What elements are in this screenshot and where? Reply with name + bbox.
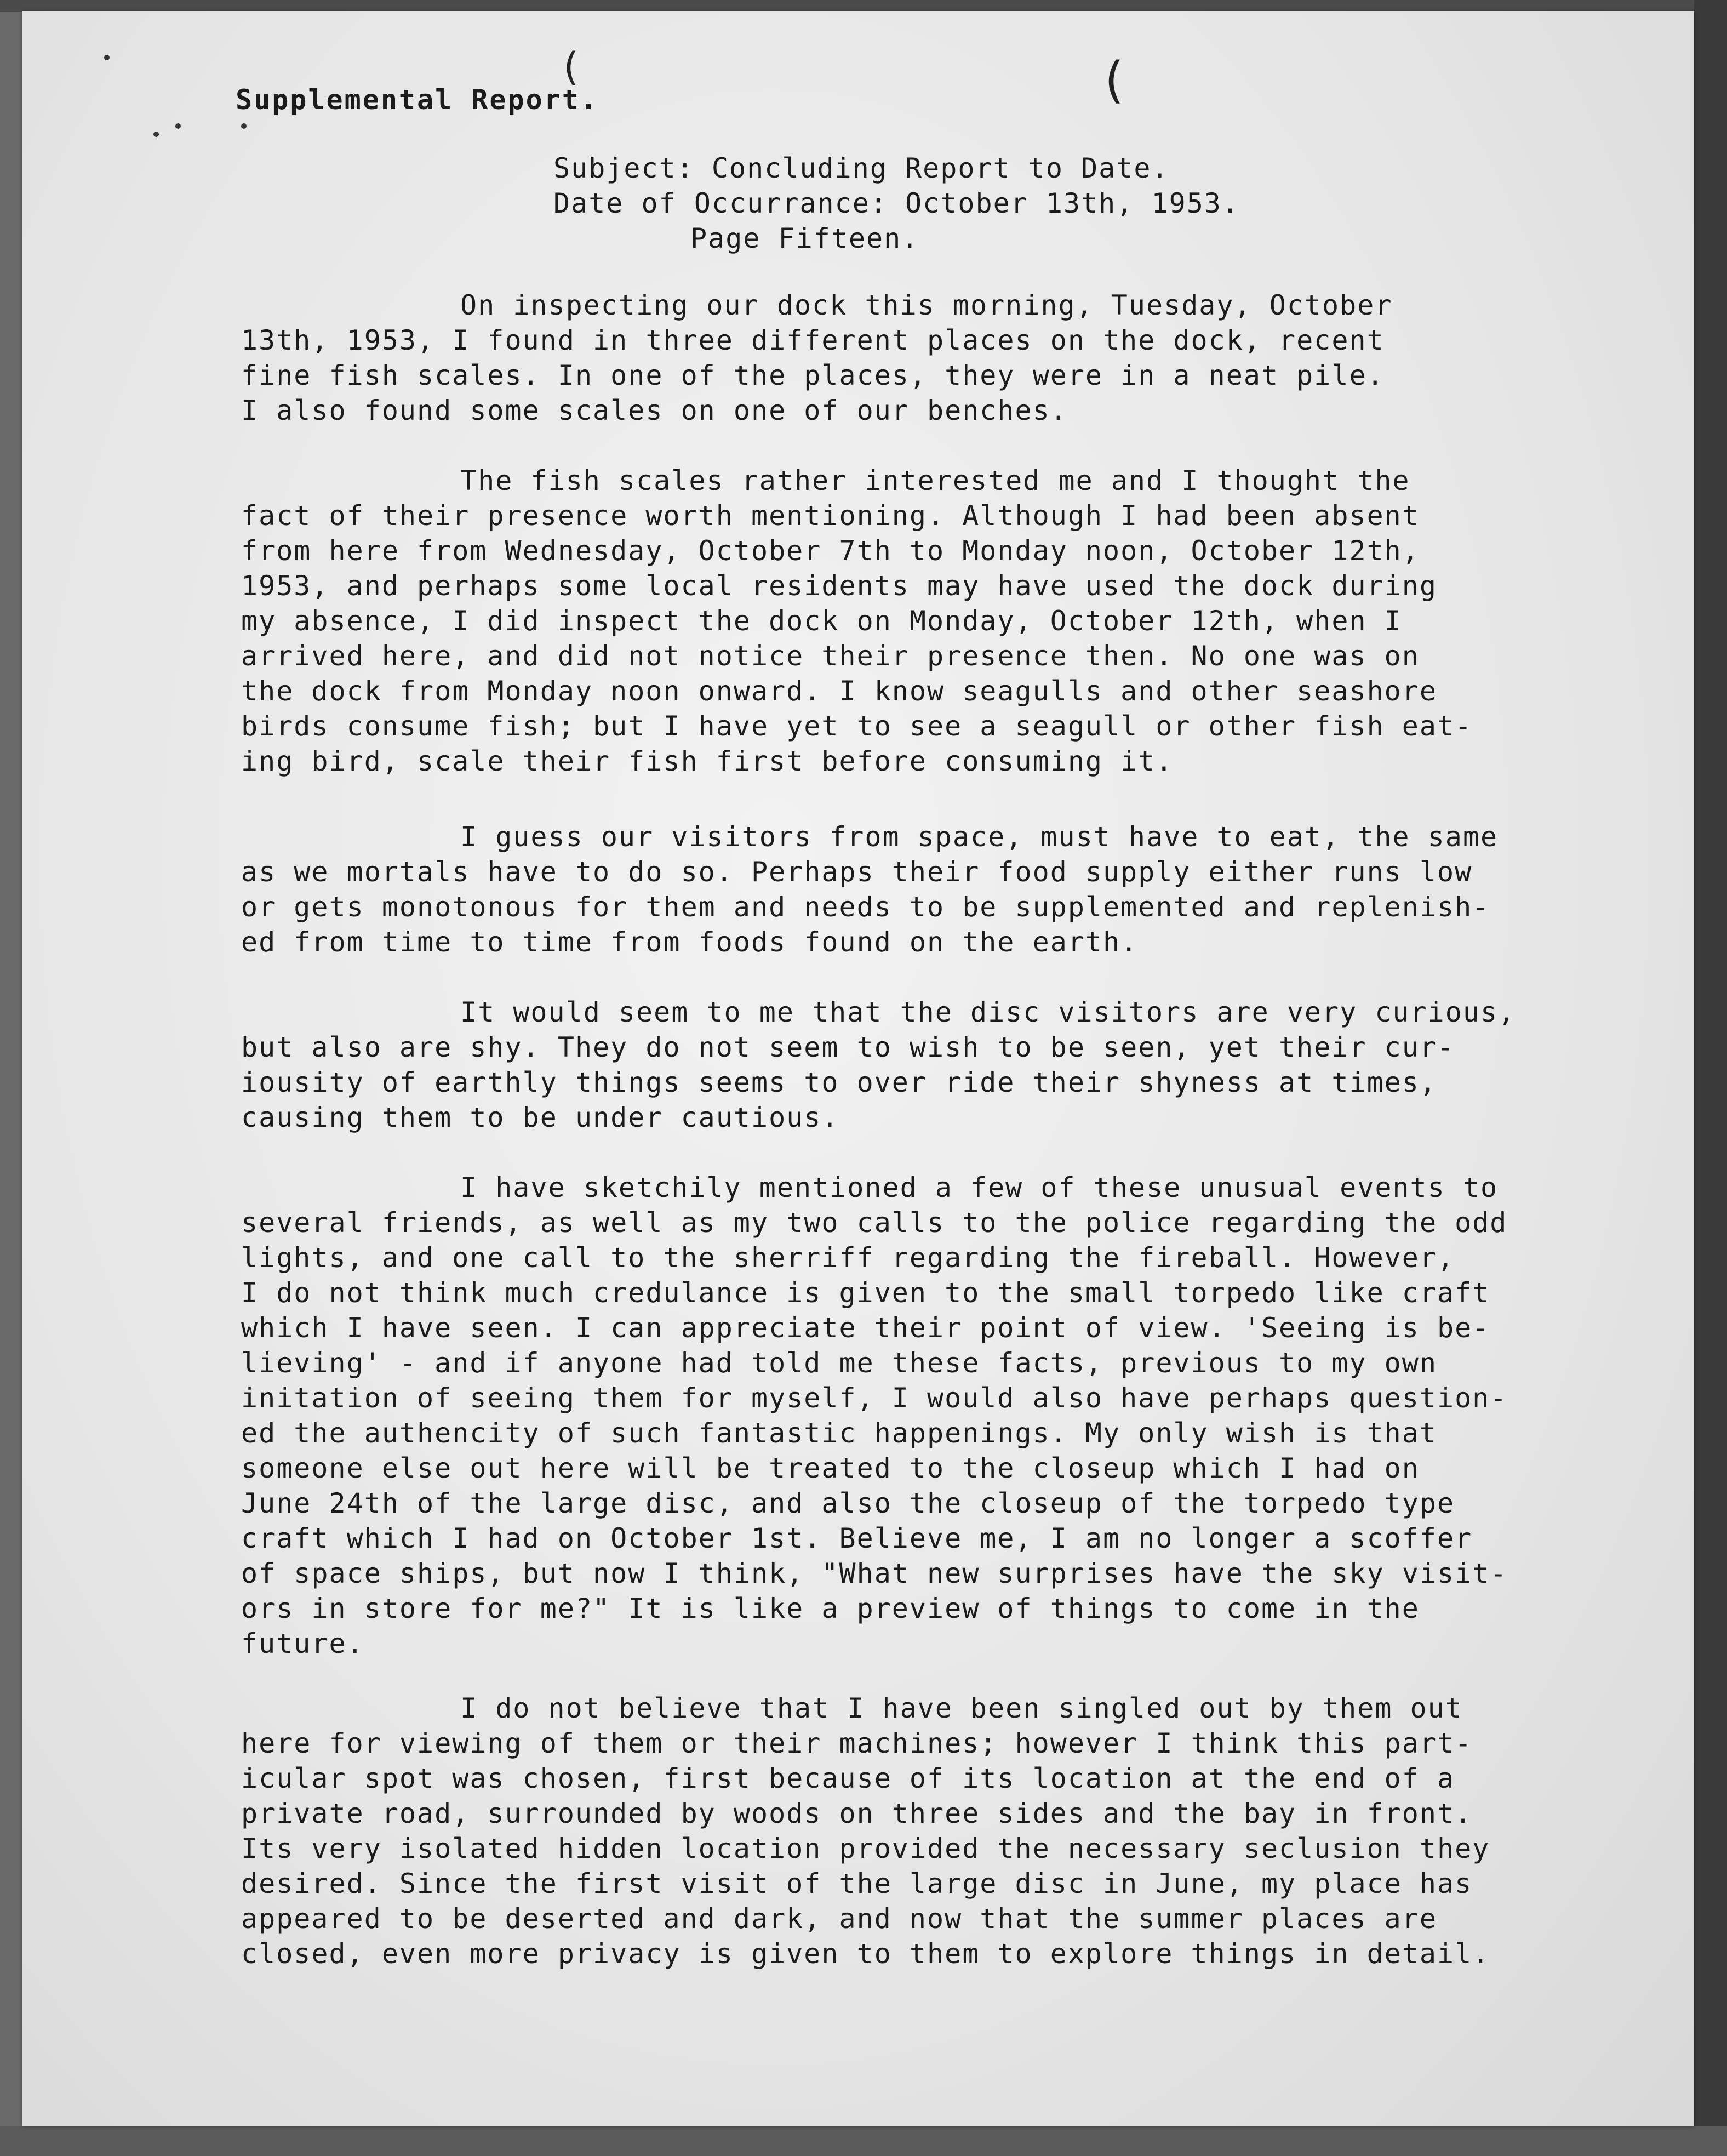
text-line: which I have seen. I can appreciate their point of view. 'Seeing is be- (241, 1312, 1490, 1344)
text-line: someone else out here will be treated to the closeup which I had on (241, 1452, 1420, 1484)
text-line: ors in store for me?" It is like a preview of things to come in the (241, 1593, 1420, 1624)
subject-line: Subject: Concluding Report to Date. (553, 152, 1169, 184)
paragraph-3 (241, 819, 1677, 960)
text-line: desired. Since the first visit of the large disc in June, my place has (241, 1868, 1473, 1900)
text-line: ed from time to time from foods found on the earth. (241, 926, 1139, 958)
text-line: ed the authencity of such fantastic happenings. My only wish is that (241, 1417, 1437, 1449)
text-line: I guess our visitors from space, must have to eat, the same (460, 821, 1499, 853)
text-line: I have sketchily mentioned a few of these unusual events to (460, 1172, 1499, 1204)
text-line: I do not believe that I have been singled out by them out (460, 1692, 1463, 1724)
page-line: Page Fifteen. (690, 223, 919, 254)
text-line: June 24th of the large disc, and also the closeup of the torpedo type (241, 1487, 1455, 1519)
date-line: Date of Occurrance: October 13th, 1953. (553, 187, 1239, 219)
text-line: closed, even more privacy is given to them to explore things in detail. (241, 1938, 1490, 1970)
scan-speck (104, 55, 110, 60)
text-line: craft which I had on October 1st. Believe me, I am no longer a scoffer (241, 1522, 1473, 1554)
text-line: my absence, I did inspect the dock on Monday, October 12th, when I (241, 605, 1402, 637)
text-line: lieving' - and if anyone had told me these facts, previous to my own (241, 1347, 1437, 1379)
text-line: icular spot was chosen, first because of its location at the end of a (241, 1763, 1455, 1794)
text-line: On inspecting our dock this morning, Tuesday, October (460, 289, 1393, 321)
text-line: iousity of earthly things seems to over ride their shyness at times, (241, 1066, 1437, 1098)
text-line: appeared to be deserted and dark, and now that the summer places are (241, 1903, 1437, 1935)
margin-mark-right: ( (1099, 52, 1130, 109)
report-title: Supplemental Report. (236, 84, 599, 116)
document-page (22, 11, 1694, 2126)
text-line: or gets monotonous for them and needs to be supplemented and replenish- (241, 891, 1490, 923)
text-line: here for viewing of them or their machines; however I think this part- (241, 1727, 1473, 1759)
text-line: but also are shy. They do not seem to wish to be seen, yet their cur- (241, 1031, 1455, 1063)
scan-border-bottom (0, 2126, 1727, 2156)
text-line: the dock from Monday noon onward. I know seagulls and other seashore (241, 675, 1437, 707)
paragraph-2 (241, 463, 1677, 779)
scan-speck (175, 123, 181, 129)
text-line: ing bird, scale their fish first before consuming it. (241, 745, 1174, 777)
text-line: of space ships, but now I think, "What new surprises have the sky visit- (241, 1558, 1508, 1589)
text-line: from here from Wednesday, October 7th to Monday noon, October 12th, (241, 535, 1420, 567)
text-line: fine fish scales. In one of the places, they were in a neat pile. (241, 360, 1385, 391)
text-line: private road, surrounded by woods on three sides and the bay in front. (241, 1798, 1473, 1829)
text-line: I do not think much credulance is given to the small torpedo like craft (241, 1277, 1490, 1309)
text-line: causing them to be under cautious. (241, 1102, 839, 1133)
text-line: several friends, as well as my two calls to the police regarding the odd (241, 1207, 1508, 1239)
scan-border-left (0, 0, 22, 2156)
scan-border-top (0, 0, 1727, 12)
scan-speck (153, 132, 159, 137)
text-line: initation of seeing them for myself, I would also have perhaps question- (241, 1382, 1508, 1414)
subject-block (553, 151, 1704, 256)
scan-border-right (1694, 0, 1727, 2156)
paragraph-6 (241, 1691, 1677, 1971)
text-line: as we mortals have to do so. Perhaps their food supply either runs low (241, 856, 1473, 888)
text-line: arrived here, and did not notice their presence then. No one was on (241, 640, 1420, 672)
paragraph-5 (241, 1170, 1677, 1661)
paragraph-1 (241, 288, 1677, 428)
text-line: 1953, and perhaps some local residents may have used the dock during (241, 570, 1437, 602)
text-line: Its very isolated hidden location provided the necessary seclusion they (241, 1833, 1490, 1864)
text-line: future. (241, 1628, 364, 1659)
paragraph-4 (241, 995, 1677, 1135)
text-line: fact of their presence worth mentioning. Although I had been absent (241, 500, 1420, 532)
text-line: lights, and one call to the sherriff regarding the fireball. However, (241, 1242, 1455, 1274)
text-line: The fish scales rather interested me and I thought the (460, 465, 1410, 497)
text-line: birds consume fish; but I have yet to see a seagull or other fish eat- (241, 710, 1473, 742)
text-line: It would seem to me that the disc visitors are very curious, (460, 996, 1516, 1028)
scan-speck (241, 123, 247, 129)
margin-mark-left: ( (559, 44, 584, 89)
text-line: 13th, 1953, I found in three different places on the dock, recent (241, 324, 1385, 356)
text-line: I also found some scales on one of our benches. (241, 395, 1068, 426)
